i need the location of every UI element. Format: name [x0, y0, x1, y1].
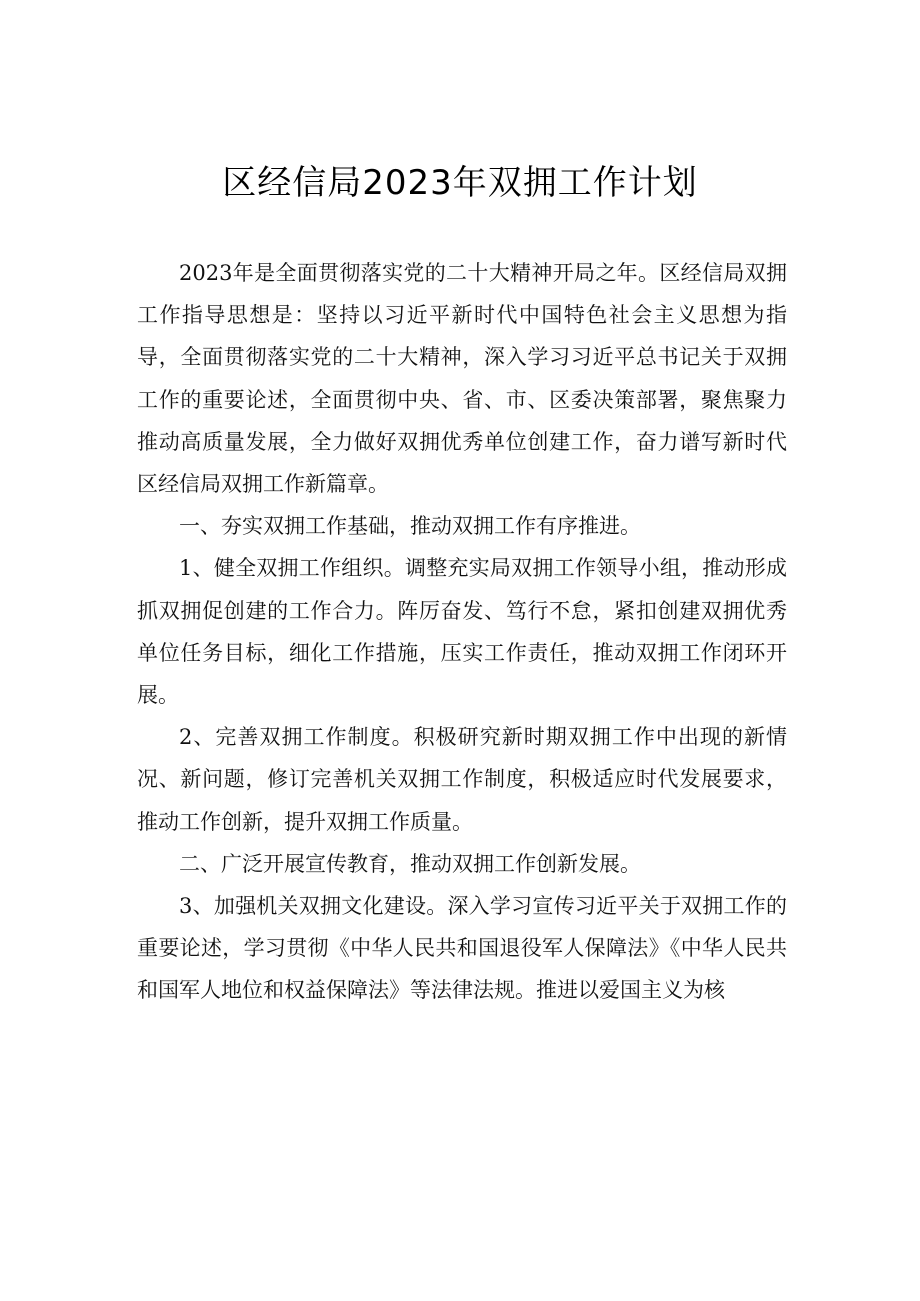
document-title: 区经信局2023年双拥工作计划 — [222, 163, 698, 203]
document-body — [137, 252, 787, 1012]
section-heading-1: 一、夯实双拥工作基础，推动双拥工作有序推进。 — [179, 514, 641, 539]
section-heading-2: 二、广泛开展宣传教育，推动双拥工作创新发展。 — [179, 851, 641, 876]
paragraph-intro: 2023年是全面贯彻落实党的二十大精神开局之年。区经信局双拥工作指导思想是：坚持以习近平新时代中国特色社会主义思想为指导，全面贯彻落实党的二十大精神，深入学习习近平总书记关于双拥工作的重要论述，全面贯彻中央、省、市、区委决策部署，聚焦聚力推动高质量发展，全力做好双拥优秀单位创建工作，奋力谱写新时代区经信局双拥工作新篇章。 — [137, 261, 787, 497]
paragraph-item-3: 3、加强机关双拥文化建设。深入学习宣传习近平关于双拥工作的重要论述，学习贯彻《中华人民共和国退役军人保障法》《中华人民共和国军人地位和权益保障法》等法律法规。推进以爱国主义为核 — [137, 894, 787, 1003]
paragraph-item-1: 1、健全双拥工作组织。调整充实局双拥工作领导小组，推动形成抓双拥促创建的工作合力。阵厉奋发、笃行不怠，紧扣创建双拥优秀单位任务目标，细化工作措施，压实工作责任，推动双拥工作闭环开展。 — [137, 556, 787, 708]
paragraph-item-2: 2、完善双拥工作制度。积极研究新时期双拥工作中出现的新情况、新问题，修订完善机关双拥工作制度，积极适应时代发展要求，推动工作创新，提升双拥工作质量。 — [137, 725, 787, 834]
